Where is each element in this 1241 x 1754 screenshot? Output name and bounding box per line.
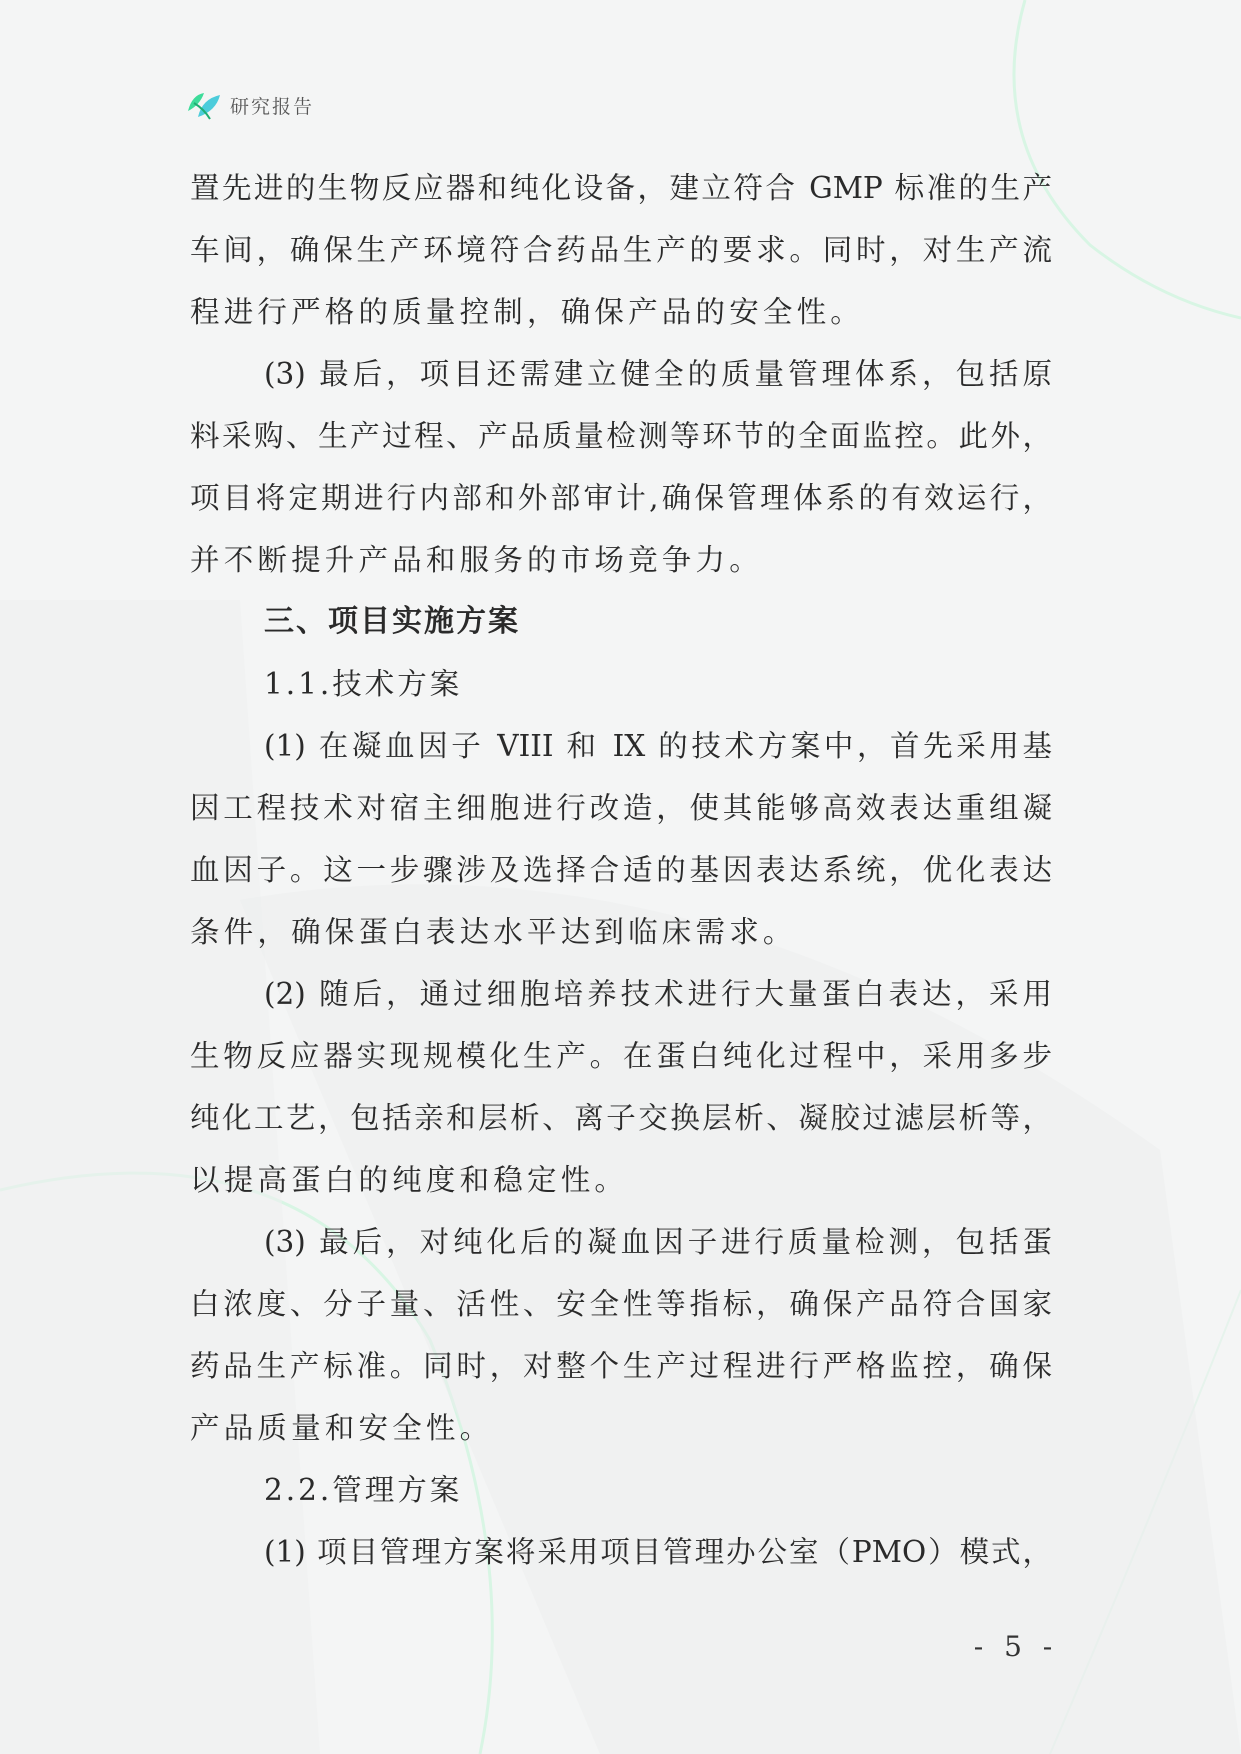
subsection-heading: 1.1.技术方案 (264, 667, 463, 701)
paragraph-line: 生物反应器实现规模化生产。在蛋白纯化过程中，采用多步 (190, 1039, 1052, 1073)
paragraph-line: (1) 项目管理方案将采用项目管理办公室（PMO）模式， (264, 1535, 1052, 1569)
paragraph-line: (1) 在凝血因子 VIII 和 IX 的技术方案中，首先采用基 (264, 729, 1052, 763)
paragraph-line: 产品质量和安全性。 (190, 1411, 494, 1445)
paragraph-line: 置先进的生物反应器和纯化设备，建立符合 GMP 标准的生产 (190, 171, 1052, 205)
paragraph-line: 车间，确保生产环境符合药品生产的要求。同时，对生产流 (190, 233, 1052, 267)
paragraph-line: 纯化工艺，包括亲和层析、离子交换层析、凝胶过滤层析等， (190, 1101, 1052, 1135)
paragraph-line: 因工程技术对宿主细胞进行改造，使其能够高效表达重组凝 (190, 791, 1052, 825)
paragraph-line: 项目将定期进行内部和外部审计,确保管理体系的有效运行， (190, 481, 1052, 515)
paragraph-line: (3) 最后，对纯化后的凝血因子进行质量检测，包括蛋 (264, 1225, 1052, 1259)
report-header (186, 88, 314, 122)
section-heading: 三、项目实施方案 (264, 604, 520, 639)
paragraph-line: 血因子。这一步骤涉及选择合适的基因表达系统，优化表达 (190, 853, 1052, 887)
paragraph-line: 程进行严格的质量控制，确保产品的安全性。 (190, 295, 865, 329)
paragraph-line: 以提高蛋白的纯度和稳定性。 (190, 1163, 629, 1197)
paragraph-line: 料采购、生产过程、产品质量检测等环节的全面监控。此外， (190, 419, 1052, 453)
page-number: - 5 - (973, 1630, 1059, 1663)
paragraph-line: (3) 最后，项目还需建立健全的质量管理体系，包括原 (264, 357, 1052, 391)
paragraph-line: 药品生产标准。同时，对整个生产过程进行严格监控，确保 (190, 1349, 1052, 1383)
document-body (190, 157, 1052, 1583)
leaf-logo-icon (186, 89, 222, 121)
paragraph-line: 白浓度、分子量、活性、安全性等指标，确保产品符合国家 (190, 1287, 1052, 1321)
paragraph-line: 条件，确保蛋白表达水平达到临床需求。 (190, 915, 797, 949)
paragraph-line: (2) 随后，通过细胞培养技术进行大量蛋白表达，采用 (264, 977, 1052, 1011)
paragraph-line: 并不断提升产品和服务的市场竞争力。 (190, 543, 763, 577)
subsection-heading: 2.2.管理方案 (264, 1473, 463, 1507)
header-title: 研究报告 (230, 95, 315, 118)
